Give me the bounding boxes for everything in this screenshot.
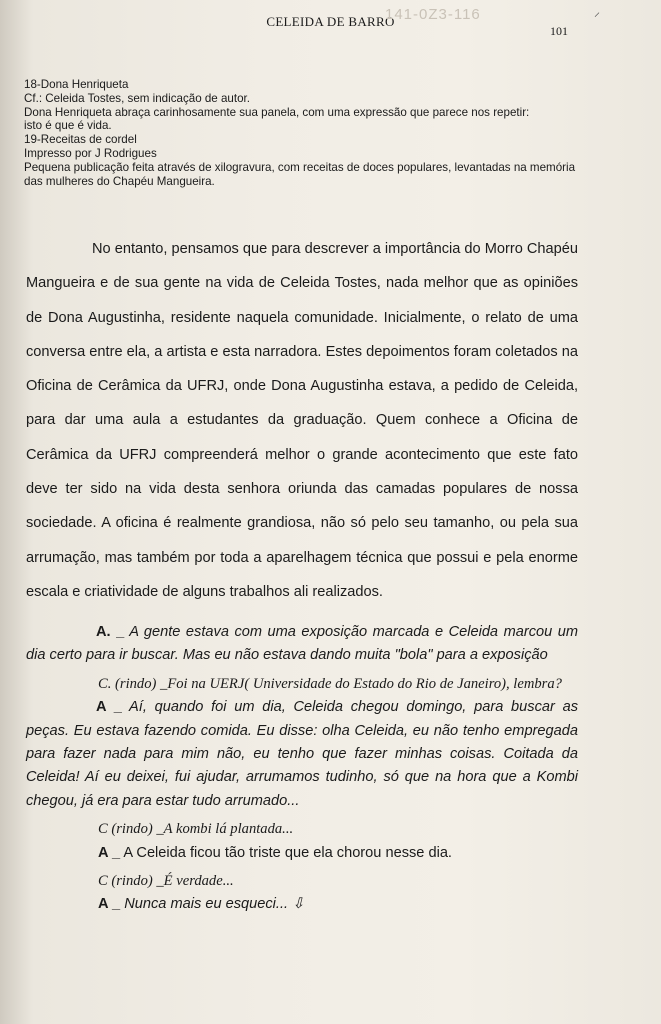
dialogue-line (26, 870, 578, 893)
speaker-label: A _ (98, 844, 121, 861)
note-line: isto é que é vida. (24, 119, 112, 133)
dialogue-line (26, 893, 578, 916)
dialogue-text: _É verdade... (152, 873, 234, 890)
dialogue-text: A Celeida ficou tão triste que ela chorou nesse dia. (120, 844, 452, 861)
speaker-label: C (rindo) (98, 873, 153, 890)
speaker-label: C (rindo) (98, 821, 153, 838)
speaker-label: A _ (96, 699, 122, 716)
dialogue-block (26, 621, 578, 917)
archive-stamp: 141-0Z3-116 (385, 6, 481, 23)
speaker-label: C. (rindo) (98, 675, 157, 692)
dialogue-text: _Foi na UERJ( Universidade do Estado do Rio de Janeiro), lembra? (156, 675, 562, 692)
note-line: Dona Henriqueta abraça carinhosamente sua panela, com uma expressão que parece nos repetir: (24, 105, 530, 119)
dialogue-line (26, 696, 578, 813)
dialogue-line (26, 842, 578, 865)
body-paragraph: No entanto, pensamos que para descrever a importância do Morro Chapéu Mangueira e de sua gente na vida de Celeida Tostes, nada melhor que as opiniões de Dona Augustinha, residente naquela comunidade. Inicialmente, o relato de uma conversa entre ela, a artista e esta narradora. Estes depoimentos foram coletados na Oficina de Cerâmica da UFRJ, onde Dona Augustinha estava, a pedido de Celeida, para dar uma aula a estudantes da graduação. Quem conhece a Oficina de Cerâmica da UFRJ compreenderá melhor o grande acontecimento que este fato deve ter sido na vida desta senhora oriunda das camadas populares de nossa sociedade. A oficina é realmente grandiosa, não só pelo seu tamanho, ou pela sua arrumação, mas também por toda a aparelhagem técnica que possui e pela enorme escala e criatividade de alguns trabalhos ali realizados. (26, 241, 578, 600)
dialogue-text: _A kombi lá plantada... (152, 821, 294, 838)
page-number: 101 (550, 24, 568, 38)
dialogue-line (26, 621, 578, 668)
note-line: Impresso por J Rodrigues (24, 146, 157, 160)
note-line: Pequena publicação feita através de xilogravura, com receitas de doces populares, levantadas na memória das mulheres do Chapéu Mangueira. (24, 160, 576, 188)
speaker-label: A. _ (96, 624, 125, 640)
footnotes-block (24, 78, 580, 188)
note-line: 18-Dona Henriqueta (24, 78, 129, 91)
dialogue-line (26, 673, 578, 696)
speaker-label: A _ (98, 896, 121, 913)
body-text (26, 232, 578, 609)
dialogue-text: A gente estava com uma exposição marcada e Celeida marcou um dia certo para ir buscar. Mas eu não estava dando muita "bola" para a exposição (26, 624, 579, 664)
dialogue-text: Nunca mais eu esqueci... ⇩ (120, 896, 305, 913)
running-title: CELEIDA DE BARRO (266, 14, 395, 29)
pen-mark: ⸍ (594, 10, 601, 24)
note-line: Cf.: Celeida Tostes, sem indicação de autor. (24, 91, 250, 105)
dialogue-text: Aí, quando foi um dia, Celeida chegou domingo, para buscar as peças. Eu estava fazendo comida. Eu disse: olha Celeida, eu não tenho empregada para fazer nada para mim não, eu tenho que fazer minhas coisas. Coitada da Celeida! Aí eu deixei, fui ajudar, arrumamos tudinho, só que na hora que a Kombi chegou, já era para estar tudo arrumado... (26, 699, 578, 809)
note-line: 19-Receitas de cordel (24, 133, 137, 147)
dialogue-line (26, 818, 578, 841)
